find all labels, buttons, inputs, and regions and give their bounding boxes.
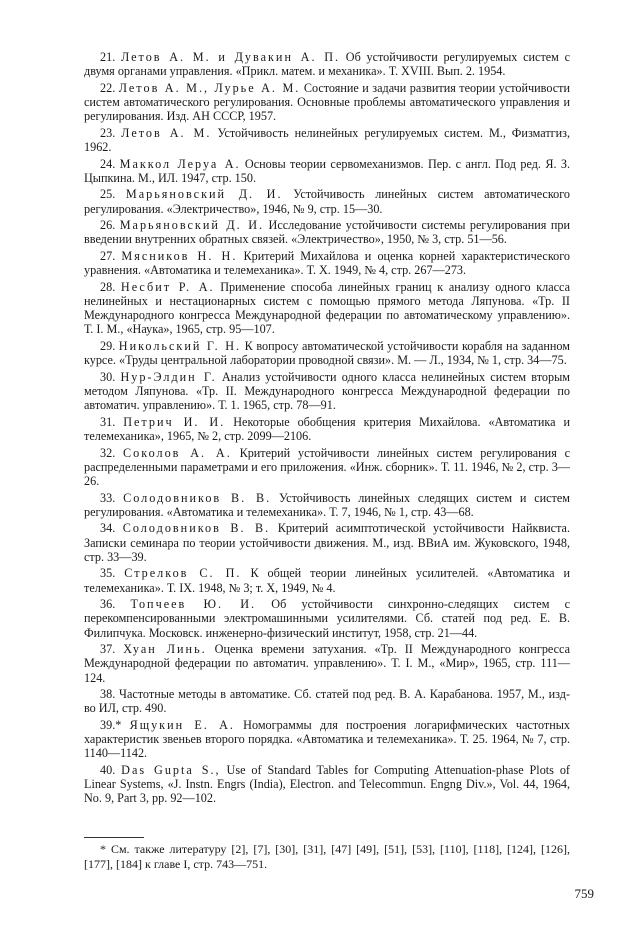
reference-number: 37. (100, 642, 116, 657)
page-number: 759 (574, 886, 594, 901)
reference-text: Частотные методы в автоматике. Сб. статей под ред. В. А. Карабанова. 1957, М., изд-во ИЛ, стр. 490. (84, 687, 571, 716)
reference-text: Основы теории сервомеханизмов. Пер. с англ. Под ред. Я. З. Цыпкина. М., ИЛ. 1947, стр. 150. (84, 156, 571, 185)
reference-number: 28. (100, 279, 116, 294)
reference-number: 40. (100, 762, 116, 777)
reference-item (84, 597, 570, 640)
reference-text: Анализ устойчивости одного класса нелинейных систем вторым методом Ляпунова. «Тр. II. Международного конгресса Международной федерации по автоматич. управлению». Т. 1. 1965, стр. 78—91. (84, 369, 570, 413)
reference-item (84, 126, 570, 154)
reference-author: Летов А. М., Лурье А. М. (118, 80, 301, 95)
reference-item (84, 521, 570, 564)
reference-text: Устойчивость линейных следящих систем и систем регулирования. «Автоматика и телемеханика». Т. 7, 1946, № 1, стр. 43—68. (84, 490, 570, 519)
reference-text: Некоторые обобщения критерия Михайлова. «Автоматика и телемеханика», 1965, № 2, стр. 2099—2106. (84, 414, 571, 443)
reference-item (84, 157, 570, 185)
reference-number: 31. (100, 414, 116, 429)
reference-item (84, 370, 570, 413)
reference-item (84, 687, 570, 715)
reference-author: Das Gupta S., (121, 762, 221, 777)
reference-number: 26. (100, 218, 116, 233)
reference-text: Оценка времени затухания. «Тр. II Международного конгресса Международной федерации по автоматич. управлению». Т. I. М., «Мир», 1965, стр. 111—124. (84, 642, 571, 685)
reference-number: 22. (100, 80, 116, 95)
reference-number: 39.* (100, 717, 122, 732)
reference-number: 32. (100, 445, 116, 460)
reference-text: Критерий Михайлова и оценка корней характеристического уравнения. «Автоматика и телемеханика». Т. X. 1949, № 4, стр. 267—273. (84, 248, 571, 278)
reference-author: Топчеев Ю. И. (130, 597, 257, 612)
reference-number: 30. (100, 369, 116, 384)
reference-text: К общей теории линейных усилителей. «Автоматика и телемеханика». Т. IX. 1948, № 3; т. X, 1949, № 4. (84, 566, 571, 595)
reference-number: 27. (100, 248, 116, 263)
footnote-divider (84, 837, 144, 838)
reference-number: 25. (100, 187, 116, 202)
footnote: * См. также литературу [2], [7], [30], [31], [47] [49], [51], [53], [110], [118], [124], [126], [177], [184] к главе I, стр. 743—751. (84, 842, 570, 871)
reference-item (84, 339, 570, 367)
reference-text: Применение способа линейных границ к анализу одного класса нелинейных и нестационарных систем с помощью прямого метода Ляпунова. «Тр. II Международного конгресса Международной федерации по автоматическому управлению». Т. I. М., «Наука», 1965, стр. 95—107. (84, 279, 571, 337)
reference-text: Номограммы для построения логарифмических частотных характеристик звеньев второго порядка. «Автоматика и телемеханика». Т. 25. 1964, № 7, стр. 1140—1142. (84, 717, 571, 761)
reference-author: Никольский Г. Н. (118, 338, 242, 353)
reference-text: Об устойчивости синхронно-следящих систем с перекомпенсированными электромашинными усилителями. Сб. статей под ред. Е. В. Филипчука. Московск. инженерно-физический институт, 1958, стр. 21—44. (84, 597, 571, 640)
reference-author: Летов А. М. и Дувакин А. П. (120, 50, 341, 64)
reference-author: Марьяновский Д. И. (119, 218, 265, 233)
reference-item (84, 187, 570, 215)
reference-number: 33. (100, 490, 116, 505)
reference-author: Несбит Р. А. (120, 279, 215, 294)
reference-text: Устойчивость нелинейных регулируемых систем. М., Физматгиз, 1962. (84, 125, 571, 154)
reference-author: Нур-Элдин Г. (120, 369, 217, 384)
reference-author: Петрич И. И. (123, 414, 226, 429)
reference-author: Стрелков С. П. (124, 566, 242, 581)
reference-number: 38. (100, 687, 116, 702)
reference-text: Use of Standard Tables for Computing Attenuation-phase Plots of Linear Systems, «J. Instn. Engrs (India), Electron. and Telecommun. Engng Div.», Vol. 44, 1964, No. 9, Part 3, pp. 92—102. (84, 762, 570, 806)
reference-author: Хуан Линь. (123, 642, 207, 657)
reference-number: 21. (100, 50, 116, 64)
reference-author: Летов А. М. (121, 125, 212, 140)
reference-item (84, 218, 570, 246)
reference-text: Устойчивость линейных систем автоматического регулирования. «Электричество», 1946, № 9, стр. 15—30. (84, 187, 571, 216)
references (84, 50, 570, 806)
reference-item (84, 491, 570, 519)
reference-number: 24. (100, 156, 116, 171)
reference-item (84, 446, 570, 489)
reference-number: 34. (100, 521, 116, 536)
reference-list (84, 50, 594, 901)
reference-item (84, 566, 570, 594)
reference-author: Мясников Н. Н. (121, 248, 238, 263)
reference-author: Солодовников В. В. (123, 490, 272, 505)
reference-number: 35. (100, 566, 116, 581)
reference-text: Критерий асимптотической устойчивости Найквиста. Записки семинара по теории устойчивости движения. М., изд. ВВиА им. Жуковского, 1948, стр. 33—39. (84, 521, 571, 564)
reference-item (84, 718, 570, 761)
reference-text: Критерий устойчивости линейных систем регулирования с распределенными параметрами и его приложения. «Инж. сборник». Т. 11. 1946, № 2, стр. 3—26. (84, 445, 571, 488)
reference-number: 23. (100, 125, 116, 140)
reference-item (84, 642, 570, 685)
reference-item (84, 763, 570, 806)
reference-author: Солодовников В. В. (122, 521, 271, 536)
reference-author: Маккол Леруа А. (119, 156, 241, 171)
reference-item (84, 280, 570, 337)
reference-number: 29. (100, 338, 116, 353)
reference-item (84, 50, 570, 78)
reference-text: Исследование устойчивости системы регулирования при введении внутренних обратных связей. «Электричество», 1950, № 3, стр. 51—56. (84, 218, 571, 247)
reference-number: 36. (100, 597, 116, 612)
reference-author: Соколов А. А. (123, 445, 232, 460)
reference-author: Ящукин Е. А. (129, 717, 235, 732)
reference-text: К вопросу автоматической устойчивости корабля на заданном курсе. «Труды центральной лаборатории проводной связи». М. — Л., 1934, № 1, стр. 34—75. (84, 338, 570, 368)
reference-text: Об устойчивости регулируемых систем с двумя органами управления. «Прикл. матем. и механика». Т. XVIII. Вып. 2. 1954. (84, 50, 571, 79)
reference-text: Состояние и задачи развития теории устойчивости систем автоматического регулирования. Основные проблемы автоматического управления и регулирования. Изд. АН СССР, 1957. (84, 80, 571, 124)
reference-item (84, 249, 570, 277)
reference-item (84, 81, 570, 124)
reference-item (84, 415, 570, 443)
reference-author: Марьяновский Д. И. (125, 187, 283, 202)
